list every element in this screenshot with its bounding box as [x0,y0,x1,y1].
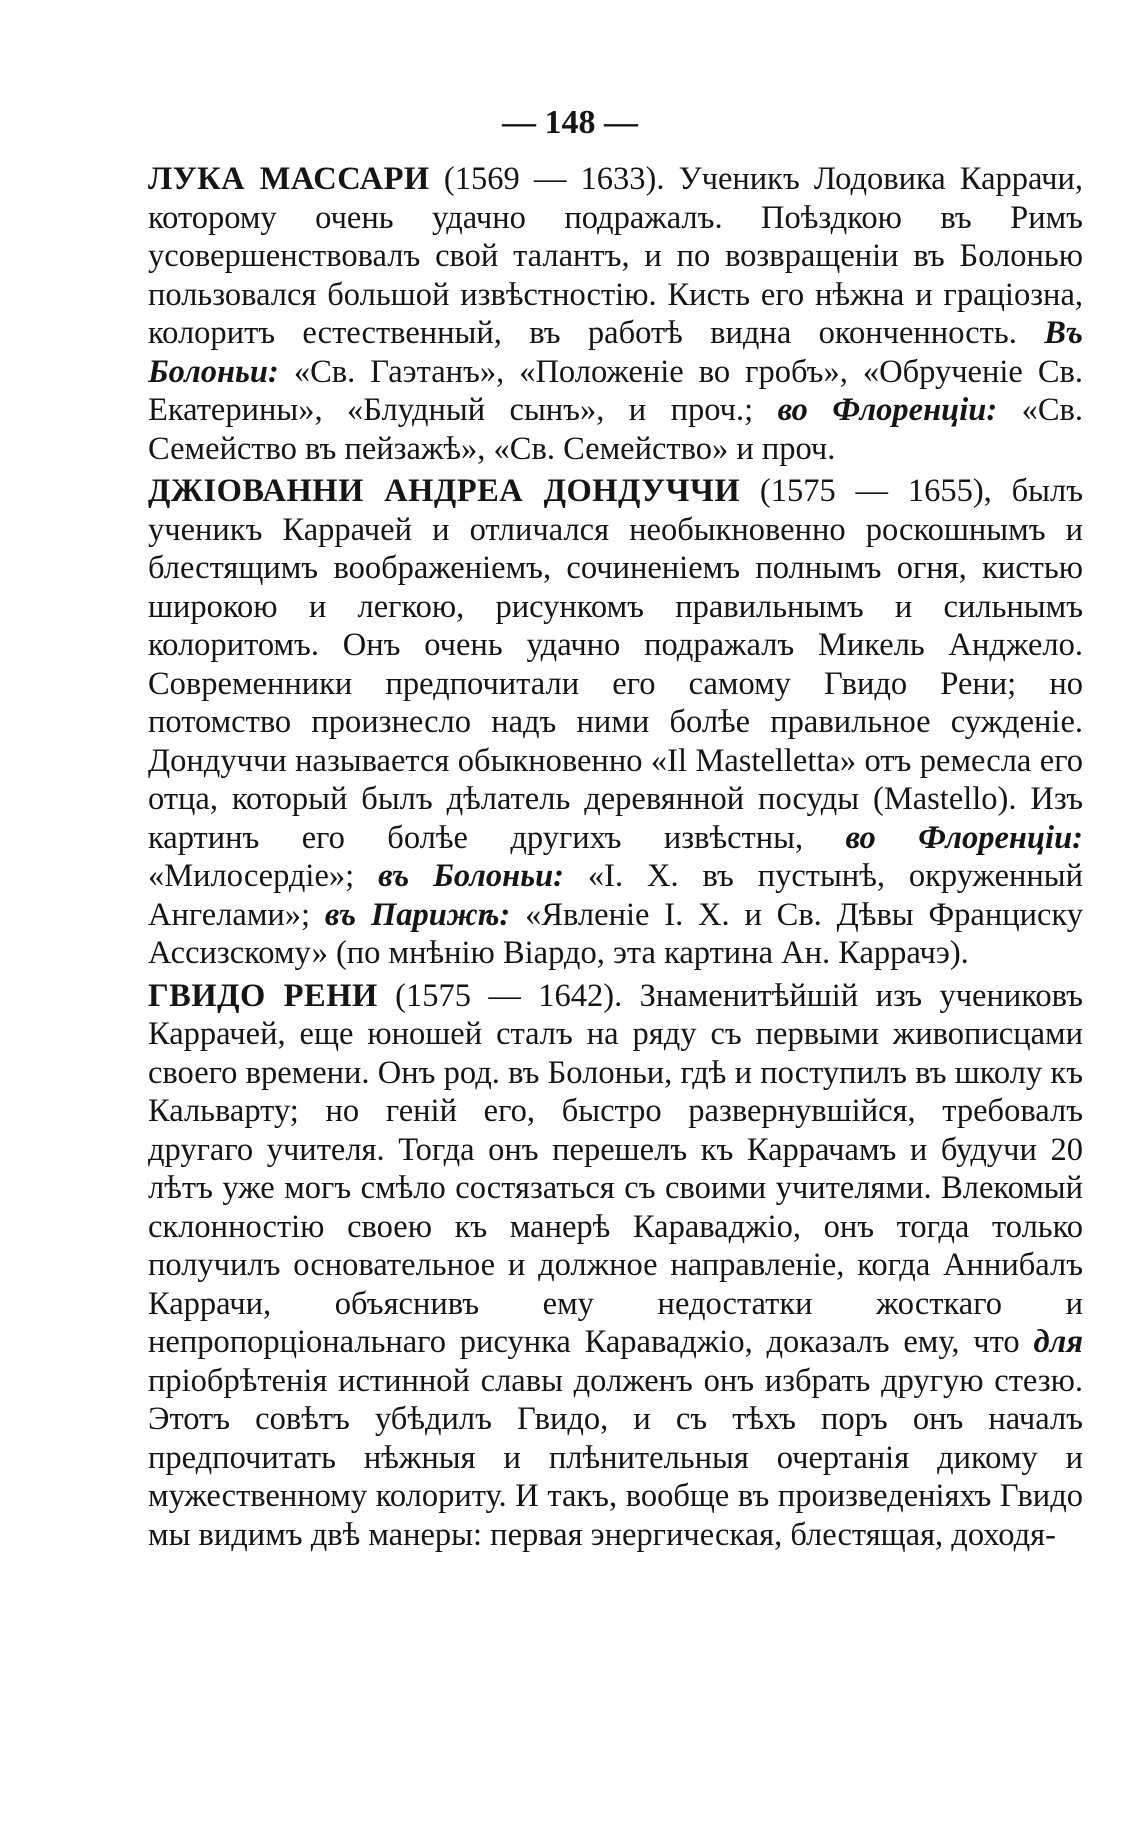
paragraph-text: «Милосердіе»; [148,858,379,894]
location-label: въ Парижѣ: [324,896,511,933]
paragraph-text: пріобрѣтенія истинной славы долженъ онъ избрать другую стезю. Этотъ совѣтъ убѣдилъ Гвидо, и съ тѣхъ поръ онъ началъ предпочитать нѣжныя и плѣнительныя очертанія дикому и мужественному колориту. И такъ, вообще въ произведеніяхъ Гвидо мы видимъ двѣ манеры: первая энергическая, блестящая, доходя- [148,1362,1083,1553]
artist-name: ЛУКА МАССАРИ [148,161,430,197]
location-label: въ Болоньи: [378,858,564,894]
paragraph-text: «Св. Семейство въ пейзажѣ», «Св. Семейство» и проч. [148,392,1083,467]
paragraph-text: (1569 — 1633). Ученикъ Лодовика Каррачи, которому очень удачно подражалъ. Поѣздкою въ Римъ усовершенствовалъ свой талантъ, и по возвращеніи въ Болонью пользовался большой извѣстностію. Кисть его нѣжна и граціозна, колоритъ естественный, въ работѣ видна оконченность. [148,161,1084,351]
paragraph-text: (1575 — 1642). Знаменитѣйшій изъ учениковъ Каррачей, еще юношей сталъ на ряду съ первыми живописцами своего времени. Онъ род. въ Болоньи, гдѣ и поступилъ въ школу къ Кальварту; но геній его, быстро развернувшійся, требовалъ другаго учителя. Тогда онъ перешелъ къ Каррачамъ и будучи 20 лѣтъ уже могъ смѣло состязаться съ своими учителями. Влекомый склонностію своею къ манерѣ Караваджіо, онъ тогда только получилъ основательное и должное направленіе, когда Аннибалъ Каррачи, объяснивъ ему недостатки жосткаго и непропорціональнаго рисунка Караваджіо, доказалъ ему, что [148,977,1083,1360]
paragraph-massari [148,160,1083,468]
paragraph-donducci [148,472,1083,973]
location-label: Въ Болоньи: [148,315,1083,390]
paragraph-text: «І. Х. въ пустынѣ, окруженный Ангелами»; [148,858,1084,933]
emphasis-word: для [1033,1324,1083,1360]
page-body [148,160,1083,1556]
paragraph-reni [148,977,1083,1555]
paragraph-text: «Св. Гаэтанъ», «Положеніе во гробъ», «Обрученіе Св. Екатерины», «Блудный сынъ», и проч.; [148,353,1083,428]
location-label: во Флоренціи: [777,392,998,428]
location-label: во Флоренціи: [845,819,1083,856]
paragraph-text: «Явленіе І. Х. и Св. Дѣвы Франциску Ассизскому» (по мнѣнію Віардо, эта картина Ан. Каррачэ). [148,896,1083,971]
artist-name: ГВИДО РЕНИ [148,977,378,1014]
page-number: — 148 — [502,104,638,141]
paragraph-text: (1575 — 1655), былъ ученикъ Каррачей и отличался необыкновенно роскошнымъ и блестящимъ воображеніемъ, сочиненіемъ полнымъ огня, кистью широкою и легкою, рисункомъ правильнымъ и сильнымъ колоритомъ. Онъ очень удачно подражалъ Микель Анджело. Современники предпочитали его самому Гвидо Рени; но потомство произнесло надъ ними болѣе правильное сужденіе. Дондуччи называется обыкновенно «Il Mastelletta» отъ ремесла его отца, который былъ дѣлатель деревянной посуды (Mastello). Изъ картинъ его болѣе другихъ извѣстны, [148,473,1084,856]
artist-name: ДЖІОВАННИ АНДРЕА ДОНДУЧЧИ [148,473,741,509]
